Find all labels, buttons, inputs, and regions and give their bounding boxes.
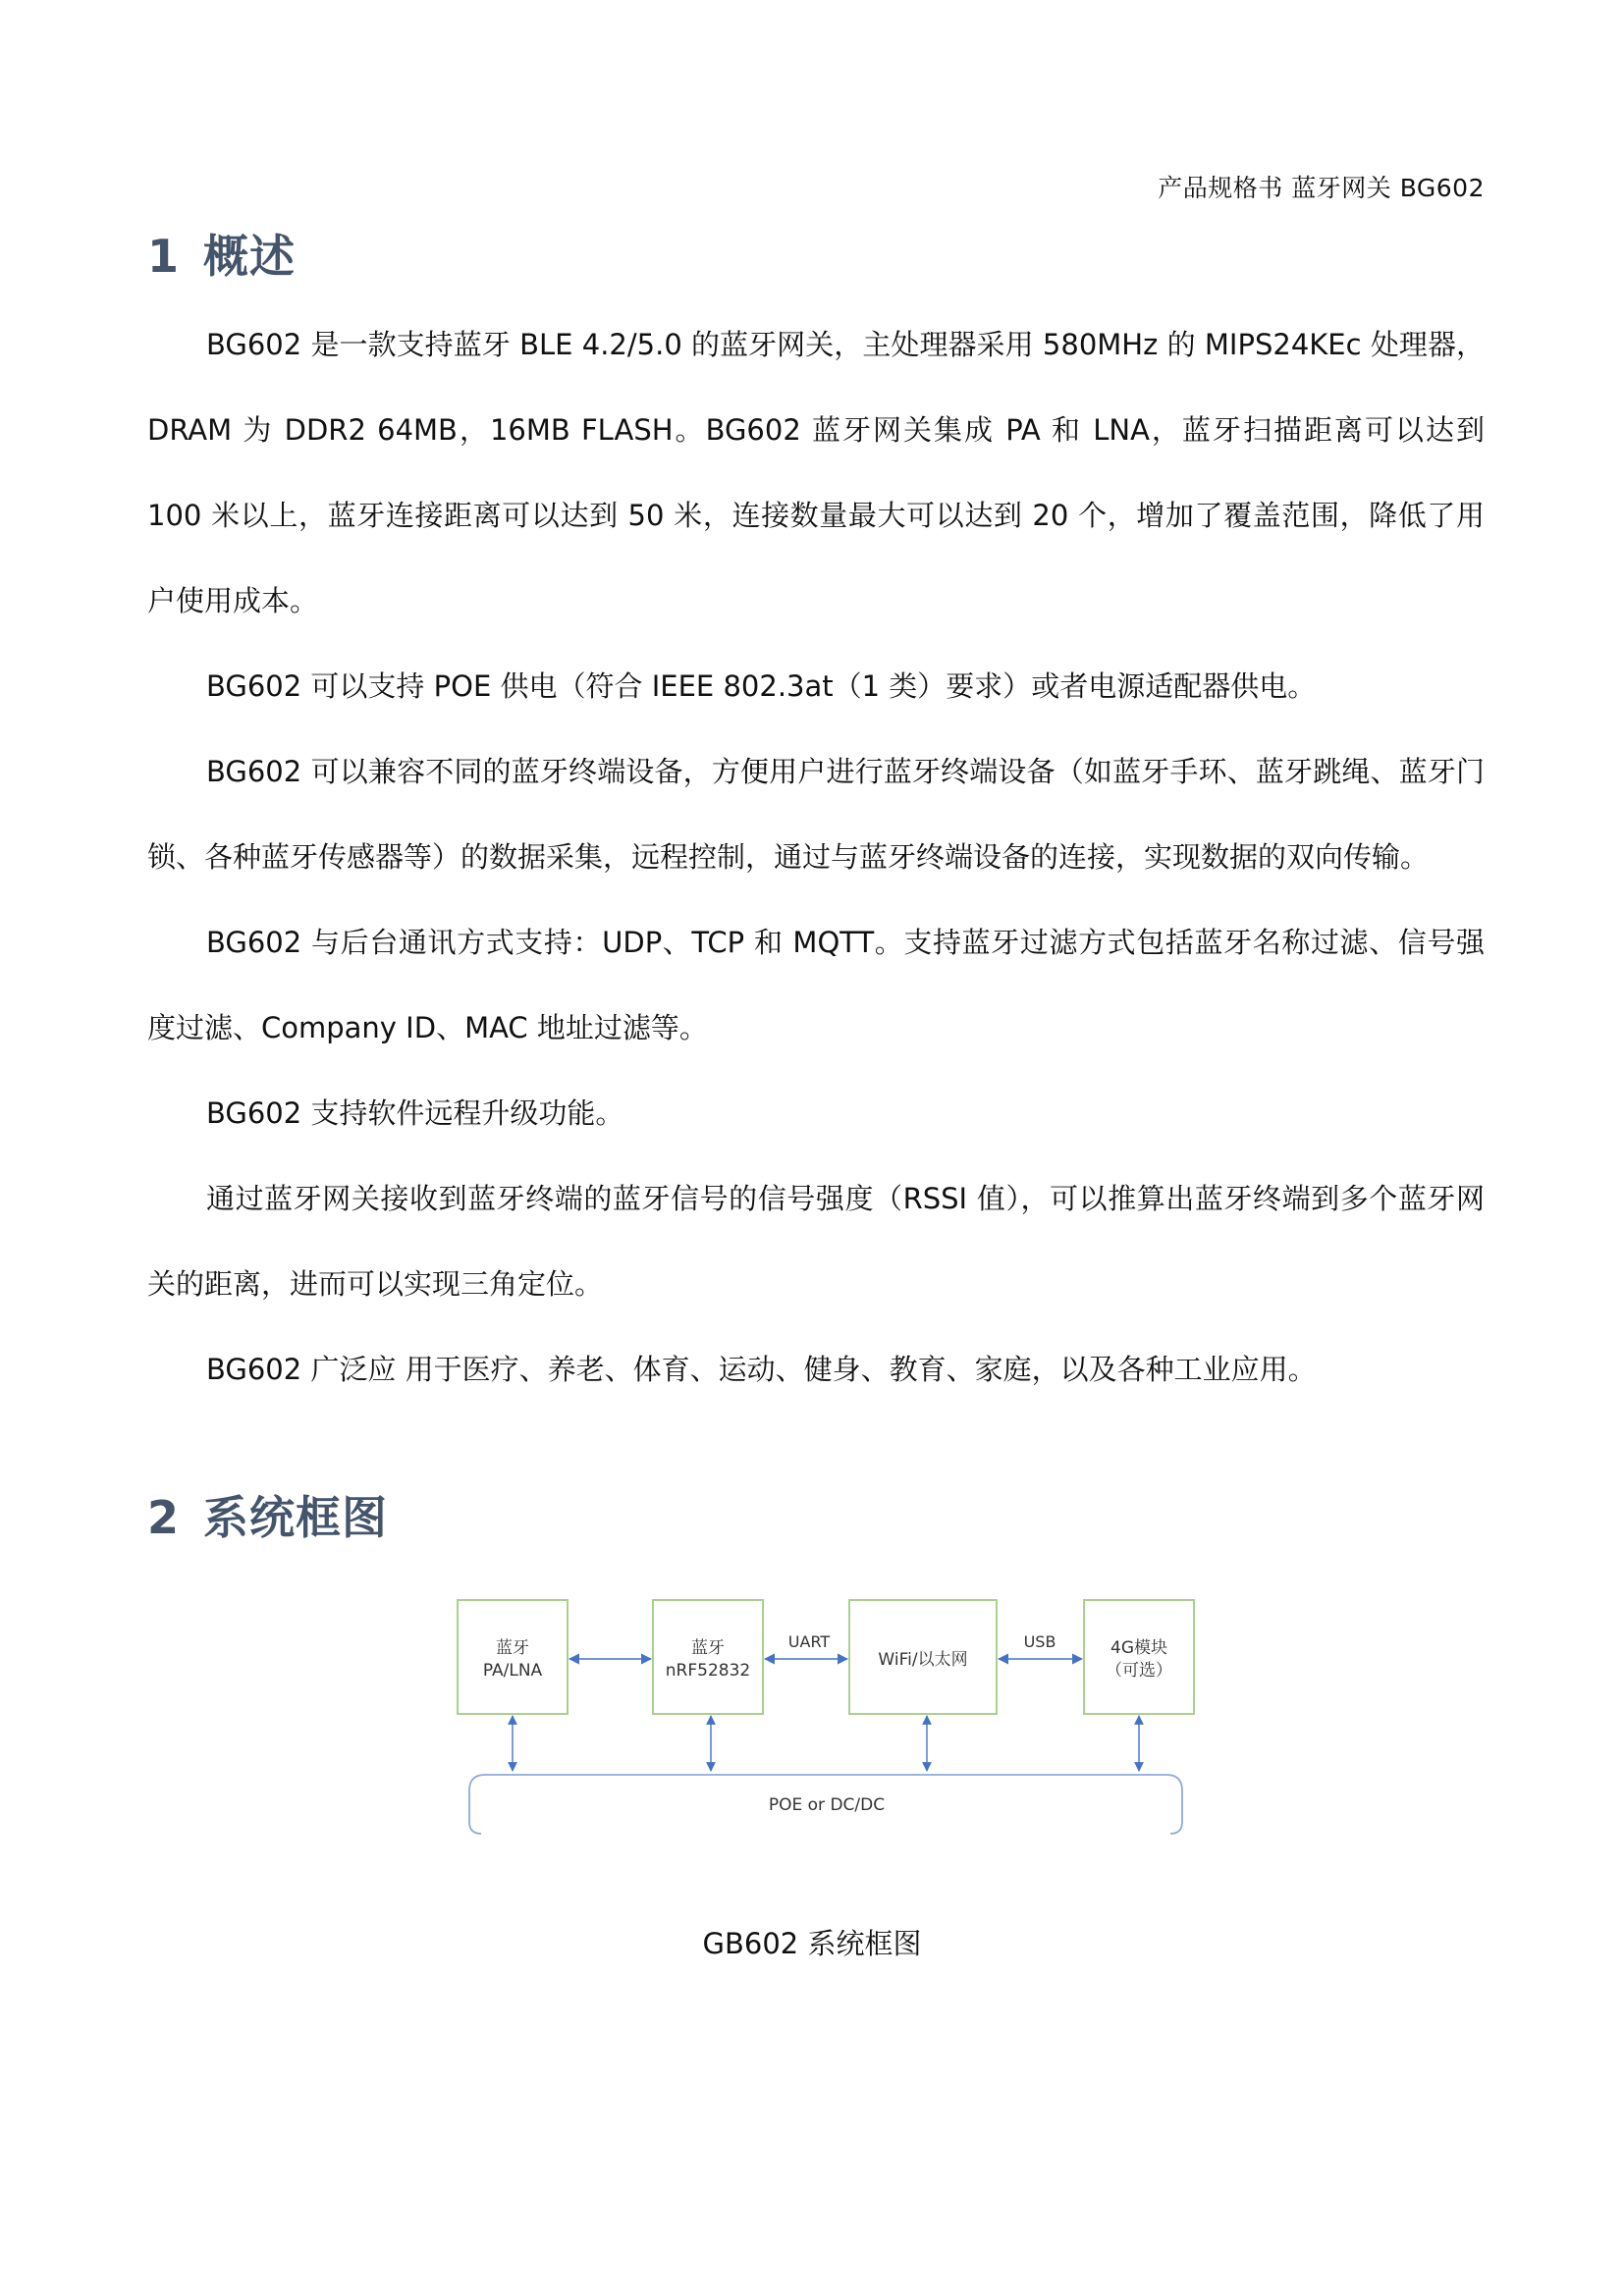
block-label-line1: 蓝牙	[496, 1638, 529, 1658]
link-label-usb: USB	[1023, 1632, 1056, 1651]
section-heading-block-diagram	[147, 1482, 388, 1547]
paragraph: BG602 支持软件远程升级功能。	[206, 1096, 624, 1130]
section-number: 1	[147, 230, 181, 283]
block-label-line2: （可选）	[1106, 1661, 1172, 1681]
paragraph: BG602 与后台通讯方式支持：UDP、TCP 和 MQTT。支持蓝牙过滤方式包括蓝牙名称过滤、信号强度过滤、Company ID、MAC 地址过滤等。	[147, 926, 1485, 1044]
section-title: 概述	[203, 230, 297, 283]
block-label-line1: 4G模块	[1110, 1638, 1167, 1658]
block-label-line2: PA/LNA	[482, 1661, 543, 1681]
system-block-diagram	[0, 1571, 1624, 1865]
paragraph: BG602 广泛应 用于医疗、养老、体育、运动、健身、教育、家庭，以及各种工业应用。	[206, 1353, 1317, 1386]
block-label-line1: WiFi/以太网	[878, 1650, 968, 1670]
diagram-svg	[0, 1571, 1624, 1865]
section-heading-overview	[147, 221, 296, 286]
block-4g-module	[1084, 1600, 1194, 1714]
power-bus	[469, 1775, 1182, 1834]
power-bus-label: POE or DC/DC	[768, 1795, 886, 1815]
paragraph: BG602 是一款支持蓝牙 BLE 4.2/5.0 的蓝牙网关，主处理器采用 580MHz 的 MIPS24KEc 处理器，DRAM 为 DDR2 64MB，16MB FLASH。BG602 蓝牙网关集成 PA 和 LNA，蓝牙扫描距离可以达到 100 米以上，蓝牙连接距离可以达到 50 米，连接数量最大可以达到 20 个，增加了覆盖范围，降低了用户使用成本。	[147, 328, 1485, 617]
figure-caption: GB602 系统框图	[702, 1927, 922, 1960]
block-wifi-ethernet	[849, 1600, 997, 1714]
block-label-line2: nRF52832	[665, 1661, 751, 1681]
paragraph: 通过蓝牙网关接收到蓝牙终端的蓝牙信号的信号强度（RSSI 值），可以推算出蓝牙终端到多个蓝牙网关的距离，进而可以实现三角定位。	[147, 1182, 1485, 1301]
running-header: 产品规格书 蓝牙网关 BG602	[1158, 174, 1485, 202]
block-nrf52832	[653, 1600, 763, 1714]
section-number: 2	[147, 1491, 181, 1544]
block-pa-lna	[458, 1600, 568, 1714]
overview-body	[147, 302, 1485, 1413]
paragraph: BG602 可以兼容不同的蓝牙终端设备，方便用户进行蓝牙终端设备（如蓝牙手环、蓝牙跳绳、蓝牙门锁、各种蓝牙传感器等）的数据采集，远程控制，通过与蓝牙终端设备的连接，实现数据的双向传输。	[147, 755, 1485, 874]
link-label-uart: UART	[787, 1632, 831, 1651]
paragraph: BG602 可以支持 POE 供电（符合 IEEE 802.3at（1 类）要求）或者电源适配器供电。	[206, 669, 1317, 703]
section-title: 系统框图	[203, 1491, 389, 1544]
block-label-line1: 蓝牙	[691, 1638, 725, 1658]
